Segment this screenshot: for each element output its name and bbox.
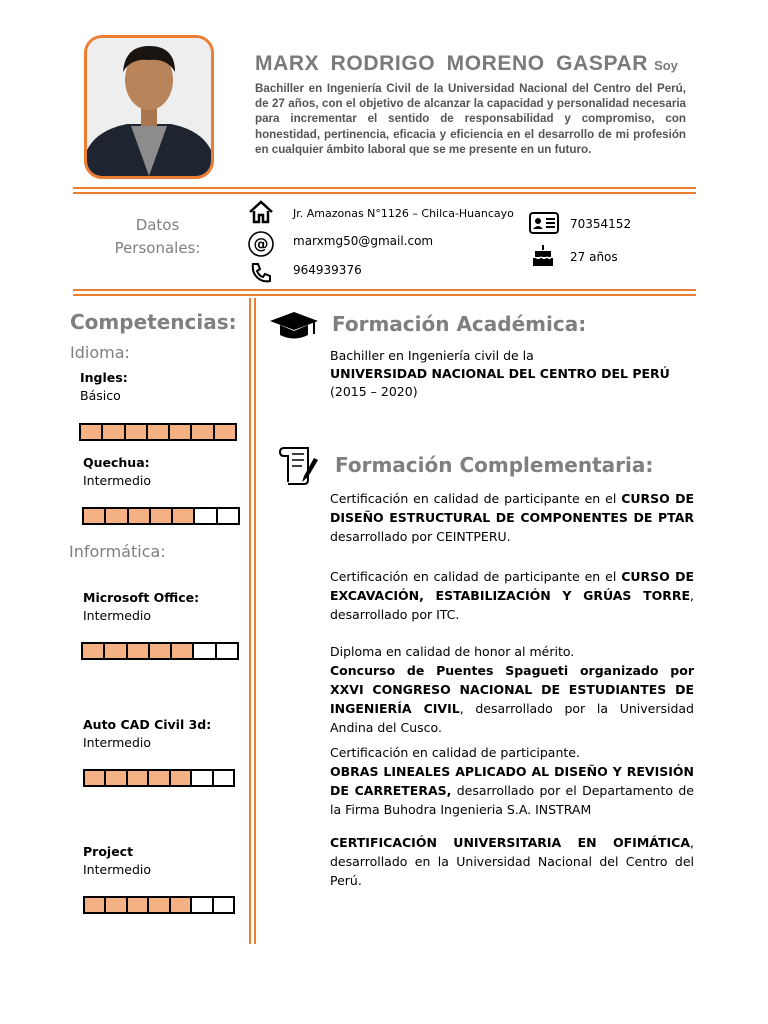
skill-bar-cell-empty xyxy=(192,898,213,912)
dni-text: 70354152 xyxy=(570,217,632,231)
skill-bar-cell-filled xyxy=(81,425,103,439)
skill-bar-cell-filled xyxy=(128,898,149,912)
email-text: marxmg50@gmail.com xyxy=(293,234,434,248)
personal-data-title: Datos Personales: xyxy=(114,216,201,257)
skill-bar-cell-filled xyxy=(129,509,151,523)
id-card-icon xyxy=(529,212,555,238)
skill-bar-cell-filled xyxy=(149,898,170,912)
skill-level: Intermedio xyxy=(83,735,152,750)
skill-name: Auto CAD Civil 3d: xyxy=(83,717,212,732)
scroll-document-icon xyxy=(278,444,320,486)
personal-divider-2 xyxy=(73,294,696,296)
age-text: 27 años xyxy=(570,250,618,264)
skill-bar-cell-filled xyxy=(85,771,106,785)
skill-name: Microsoft Office: xyxy=(83,590,200,605)
skill-bar-cell-filled xyxy=(128,771,149,785)
skill-name: Project xyxy=(83,844,134,859)
skill-level: Intermedio xyxy=(83,473,152,488)
phone-icon xyxy=(249,261,275,287)
skill-bar xyxy=(81,642,239,660)
svg-text:@: @ xyxy=(253,235,269,253)
skill-bar-cell-empty xyxy=(217,644,237,658)
column-divider-2 xyxy=(254,298,256,944)
skill-bar-cell-filled xyxy=(106,898,127,912)
skill-bar-cell-filled xyxy=(105,644,127,658)
formacion-academica-title: Formación Académica: xyxy=(332,312,587,336)
skill-bar xyxy=(82,507,240,525)
skill-bar-cell-filled xyxy=(150,644,172,658)
skill-bar-cell-filled xyxy=(171,898,192,912)
skill-bar-cell-filled xyxy=(149,771,170,785)
skill-level: Intermedio xyxy=(83,608,152,623)
course-item: Diploma en calidad de honor al mérito. Concurso de Puentes Spagueti organizado por XXVI CONGRESO NACIONAL DE ESTUDIANTES DE INGENIERÍA CIVIL, desarrollado por la Universidad Andina del Cusco. xyxy=(330,644,694,735)
header-divider xyxy=(73,187,696,189)
summary-soy: Soy xyxy=(654,58,678,73)
skill-bar xyxy=(79,423,237,441)
skill-bar-cell-filled xyxy=(83,644,105,658)
course-item: Certificación en calidad de participante en el CURSO DE EXCAVACIÓN, ESTABILIZACIÓN Y GRÚAS TORRE, desarrollado por ITC. xyxy=(330,569,694,622)
skill-bar-cell-empty xyxy=(194,644,216,658)
skill-bar-cell-filled xyxy=(170,425,192,439)
graduation-cap-icon xyxy=(268,309,320,343)
skill-bar xyxy=(83,769,235,787)
at-icon xyxy=(247,230,273,256)
skill-bar-cell-filled xyxy=(84,509,106,523)
skill-bar xyxy=(83,896,235,914)
skill-bar-cell-filled xyxy=(148,425,170,439)
skill-bar-cell-filled xyxy=(85,898,106,912)
skill-bar-cell-empty xyxy=(214,771,233,785)
skill-level: Intermedio xyxy=(83,862,152,877)
skill-bar-cell-filled xyxy=(215,425,235,439)
skill-bar-cell-filled xyxy=(173,509,195,523)
profile-photo xyxy=(84,35,214,179)
candidate-name: MARX RODRIGO MORENO GASPAR Soy xyxy=(255,52,678,75)
skill-bar-cell-filled xyxy=(106,509,128,523)
skill-bar-cell-empty xyxy=(214,898,233,912)
skill-bar-cell-filled xyxy=(192,425,214,439)
skill-bar-cell-filled xyxy=(171,771,192,785)
course-item: Certificación en calidad de participante en el CURSO DE DISEÑO ESTRUCTURAL DE COMPONENTES DE PTAR desarrollado por CEINTPERU. xyxy=(330,491,694,544)
address-text: Jr. Amazonas N°1126 – Chilca-Huancayo xyxy=(293,207,514,220)
skill-bar-cell-filled xyxy=(106,771,127,785)
skill-bar-cell-empty xyxy=(192,771,213,785)
skill-bar-cell-empty xyxy=(195,509,217,523)
course-item: Certificación en calidad de participante. OBRAS LINEALES APLICADO AL DISEÑO Y REVISIÓN DE CARRETERAS, desarrollado por el Departamento de la Firma Buhodra Ingenieria S.A. INSTRAM xyxy=(330,745,694,817)
personal-divider xyxy=(73,289,696,291)
skill-level: Básico xyxy=(80,388,121,403)
cake-icon xyxy=(531,244,557,270)
skill-bar-cell-filled xyxy=(126,425,148,439)
skill-name: Quechua: xyxy=(83,455,150,470)
course-item: CERTIFICACIÓN UNIVERSITARIA EN OFIMÁTICA, desarrollado en la Universidad Nacional del Centro del Perú. xyxy=(330,835,694,888)
phone-text: 964939376 xyxy=(293,263,362,277)
skill-bar-cell-filled xyxy=(103,425,125,439)
skill-name: Ingles: xyxy=(80,370,128,385)
column-divider xyxy=(249,298,251,944)
formacion-complementaria-title: Formación Complementaria: xyxy=(335,453,654,477)
skill-bar-cell-empty xyxy=(218,509,238,523)
home-icon xyxy=(248,200,274,226)
skill-bar-cell-filled xyxy=(151,509,173,523)
idioma-title: Idioma: xyxy=(70,343,130,362)
competencias-title: Competencias: xyxy=(70,310,237,334)
profile-summary: Bachiller en Ingeniería Civil de la Universidad Nacional del Centro del Perú, de 27 años, con el objetivo de alcanzar la capacidad y personalidad necesaria para incrementar el sentido de responsabilidad y compromiso, con honestidad, pertinencia, eficacia y eficiencia en el desarrollo de mi profesión en cualquier ámbito laboral que se me presente en un futuro. xyxy=(255,82,686,156)
header-divider-2 xyxy=(73,192,696,194)
skill-bar-cell-filled xyxy=(172,644,194,658)
skill-bar-cell-filled xyxy=(128,644,150,658)
academic-entry: Bachiller en Ingeniería civil de la UNIVERSIDAD NACIONAL DEL CENTRO DEL PERÚ (2015 – 2020) xyxy=(330,348,670,399)
informatica-title: Informática: xyxy=(69,542,166,561)
